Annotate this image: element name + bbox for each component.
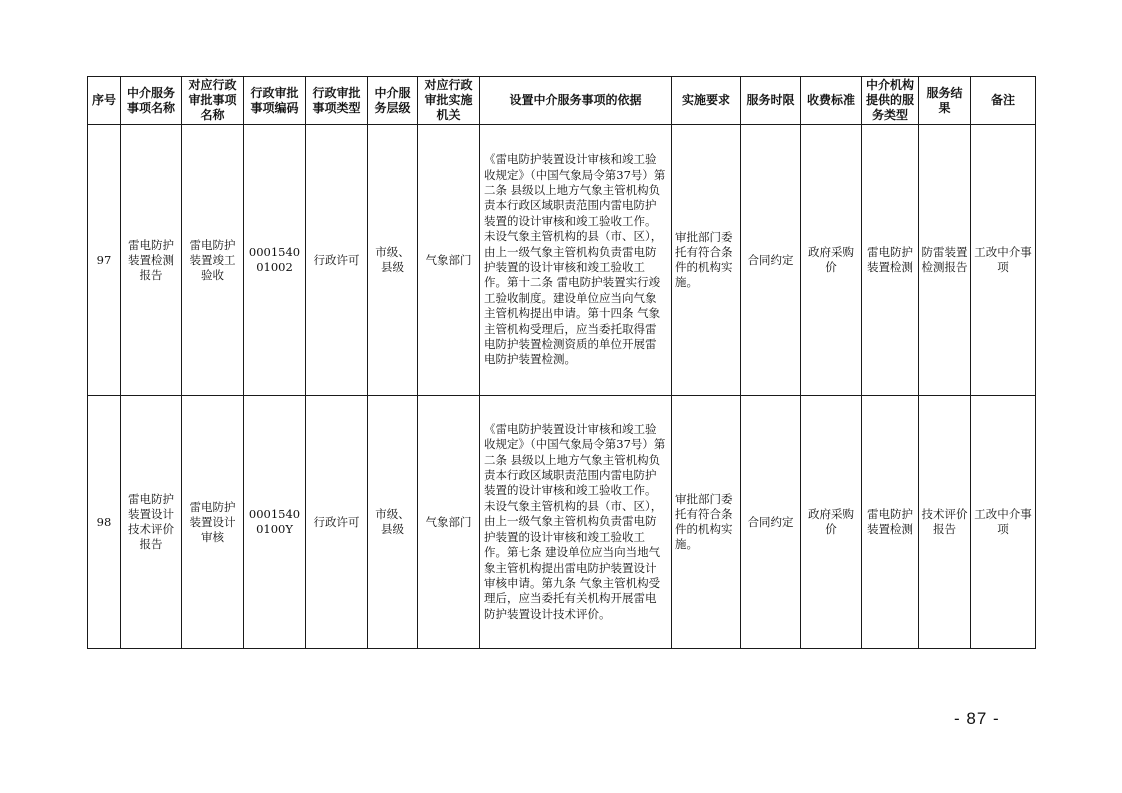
cell-basis: 《雷电防护装置设计审核和竣工验收规定》（中国气象局令第37号）第二条 县级以上地方气象主管机构负责本行政区域职责范围内雷电防护装置的设计审核和竣工验收工作。未设气象主管机构的县（市、区），由上一级气象主管机构负责雷电防护装置的设计审核和竣工验收工作。第十二条 雷电防护装置实行竣工验收制度。建设单位应当向气象主管机构提出申请。第十四条 气象主管机构受理后，应当委托取得雷电防护装置检测资质的单位开展雷电防护装置检测。 <box>480 125 672 396</box>
header-service-type: 中介机构提供的服务类型 <box>862 77 919 125</box>
cell-approval-type: 行政许可 <box>306 125 368 396</box>
header-no: 序号 <box>88 77 121 125</box>
cell-no: 98 <box>88 396 121 649</box>
service-items-table <box>87 76 1036 649</box>
cell-service-name: 雷电防护装置检测报告 <box>121 125 182 396</box>
cell-fee: 政府采购价 <box>801 125 862 396</box>
cell-fee: 政府采购价 <box>801 396 862 649</box>
header-approval-type: 行政审批事项类型 <box>306 77 368 125</box>
header-time-limit: 服务时限 <box>741 77 801 125</box>
cell-remark: 工改中介事项 <box>971 396 1036 649</box>
cell-service-name: 雷电防护装置设计技术评价报告 <box>121 396 182 649</box>
cell-approval-name: 雷电防护装置竣工验收 <box>182 125 244 396</box>
table-row <box>88 396 1036 649</box>
cell-time-limit: 合同约定 <box>741 396 801 649</box>
header-result: 服务结果 <box>919 77 971 125</box>
cell-no: 97 <box>88 125 121 396</box>
cell-approval-code: 000154001002 <box>244 125 306 396</box>
cell-requirement: 审批部门委托有符合条件的机构实施。 <box>672 396 741 649</box>
cell-service-type: 雷电防护装置检测 <box>862 125 919 396</box>
cell-result: 防雷装置检测报告 <box>919 125 971 396</box>
header-fee: 收费标准 <box>801 77 862 125</box>
page-number: - 87 - <box>954 709 1000 728</box>
table-header-row <box>88 77 1036 125</box>
cell-basis: 《雷电防护装置设计审核和竣工验收规定》（中国气象局令第37号）第二条 县级以上地方气象主管机构负责本行政区域职责范围内雷电防护装置的设计审核和竣工验收工作。未设气象主管机构的县（市、区），由上一级气象主管机构负责雷电防护装置的设计审核和竣工验收工作。第七条 建设单位应当向当地气象主管机构提出雷电防护装置设计审核申请。第九条 气象主管机构受理后，应当委托有关机构开展雷电防护装置设计技术评价。 <box>480 396 672 649</box>
cell-approval-name: 雷电防护装置设计审核 <box>182 396 244 649</box>
cell-authority: 气象部门 <box>418 396 480 649</box>
header-requirement: 实施要求 <box>672 77 741 125</box>
header-level: 中介服务层级 <box>368 77 418 125</box>
header-approval-code: 行政审批事项编码 <box>244 77 306 125</box>
table-row <box>88 125 1036 396</box>
cell-result: 技术评价报告 <box>919 396 971 649</box>
cell-level: 市级、县级 <box>368 125 418 396</box>
cell-approval-type: 行政许可 <box>306 396 368 649</box>
cell-requirement: 审批部门委托有符合条件的机构实施。 <box>672 125 741 396</box>
cell-level: 市级、县级 <box>368 396 418 649</box>
cell-approval-code: 00015400100Y <box>244 396 306 649</box>
cell-service-type: 雷电防护装置检测 <box>862 396 919 649</box>
header-service-name: 中介服务事项名称 <box>121 77 182 125</box>
cell-time-limit: 合同约定 <box>741 125 801 396</box>
header-approval-name: 对应行政审批事项名称 <box>182 77 244 125</box>
header-basis: 设置中介服务事项的依据 <box>480 77 672 125</box>
header-remark: 备注 <box>971 77 1036 125</box>
cell-authority: 气象部门 <box>418 125 480 396</box>
header-authority: 对应行政审批实施机关 <box>418 77 480 125</box>
cell-remark: 工改中介事项 <box>971 125 1036 396</box>
